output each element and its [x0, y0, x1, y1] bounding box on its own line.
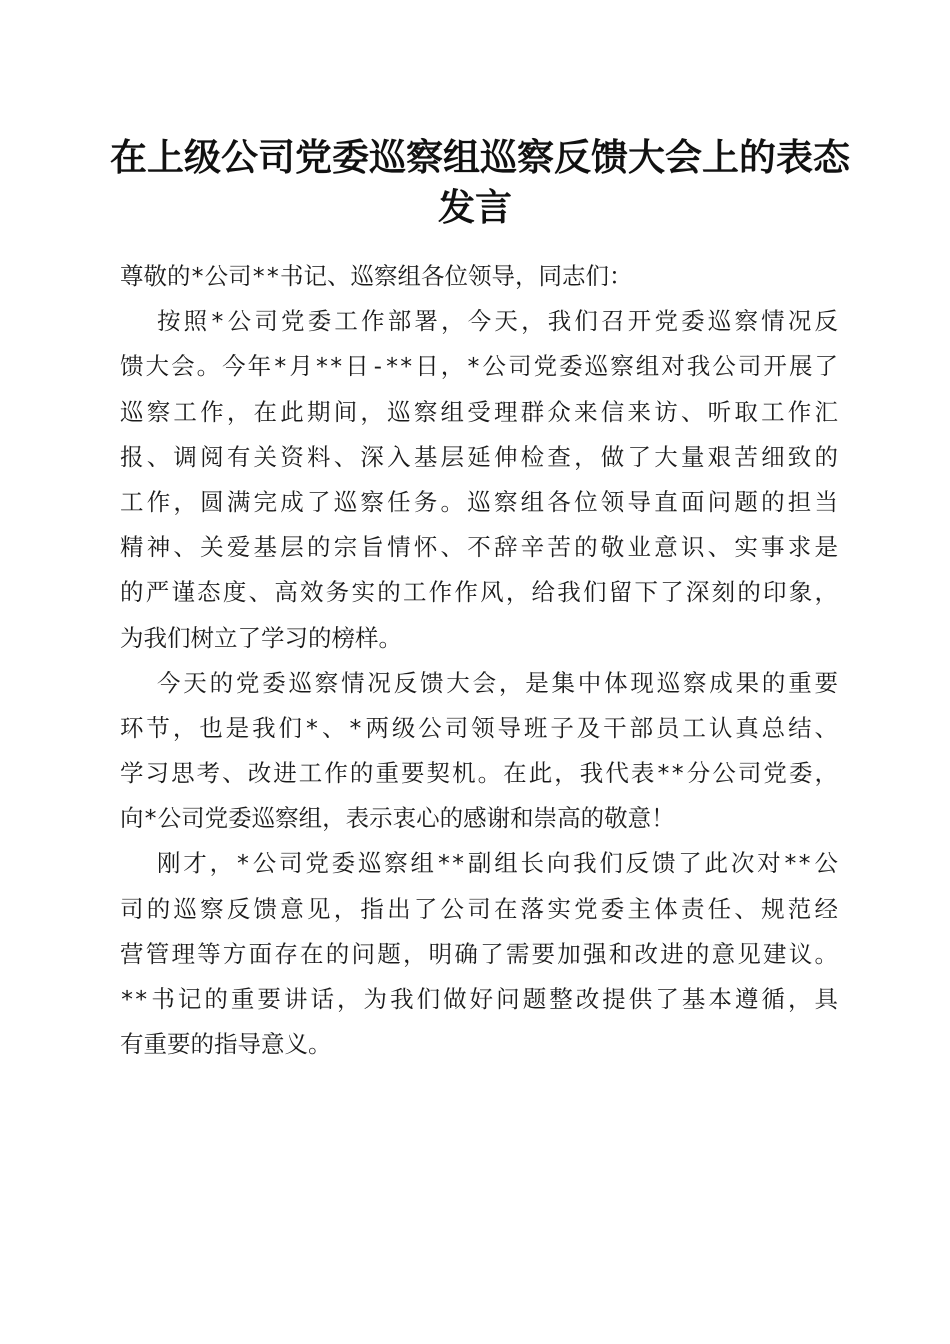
paragraph-line: 巡察工作，在此期间，巡察组受理群众来信来访、听取工作汇: [120, 397, 838, 426]
paragraph-1: [120, 299, 838, 661]
paragraph-line: 司的巡察反馈意见，指出了公司在落实党委主体责任、规范经: [120, 894, 838, 923]
paragraph-line: 刚才，*公司党委巡察组**副组长向我们反馈了此次对**公: [157, 849, 838, 878]
paragraph-line: 营管理等方面存在的问题，明确了需要加强和改进的意见建议。: [120, 939, 838, 968]
title-line: 发言: [438, 185, 512, 229]
document-title: [110, 132, 850, 232]
paragraph-line: 精神、关爱基层的宗旨情怀、不辞辛苦的敬业意识、实事求是: [120, 533, 838, 562]
paragraph-line: 向*公司党委巡察组，表示衷心的感谢和崇高的敬意！: [120, 804, 675, 833]
paragraph-line: 馈大会。今年*月**日-**日，*公司党委巡察组对我公司开展了: [120, 352, 838, 381]
paragraph-2: [120, 661, 838, 842]
paragraph-line: 工作，圆满完成了巡察任务。巡察组各位领导直面问题的担当: [120, 487, 838, 516]
paragraph-line: 环节，也是我们*、*两级公司领导班子及干部员工认真总结、: [120, 713, 838, 742]
paragraph-line: 今天的党委巡察情况反馈大会，是集中体现巡察成果的重要: [157, 668, 838, 697]
paragraph-3: [120, 841, 838, 1067]
paragraph-line: 有重要的指导意义。: [120, 1030, 332, 1059]
paragraph-line: **书记的重要讲话，为我们做好问题整改提供了基本遵循，具: [120, 985, 838, 1013]
paragraph-line: 学习思考、改进工作的重要契机。在此，我代表**分公司党委，: [120, 759, 838, 788]
paragraph-line: 为我们树立了学习的榜样。: [120, 623, 402, 652]
title-line: 在上级公司党委巡察组巡察反馈大会上的表态: [110, 135, 850, 179]
paragraph-line: 报、调阅有关资料、深入基层延伸检查，做了大量艰苦细致的: [120, 442, 838, 471]
paragraph-line: 按照*公司党委工作部署，今天，我们召开党委巡察情况反: [157, 307, 838, 336]
salutation: 尊敬的*公司**书记、巡察组各位领导，同志们：: [120, 262, 633, 290]
document-body: [120, 254, 838, 1067]
paragraph-line: 的严谨态度、高效务实的工作作风，给我们留下了深刻的印象，: [120, 578, 838, 607]
